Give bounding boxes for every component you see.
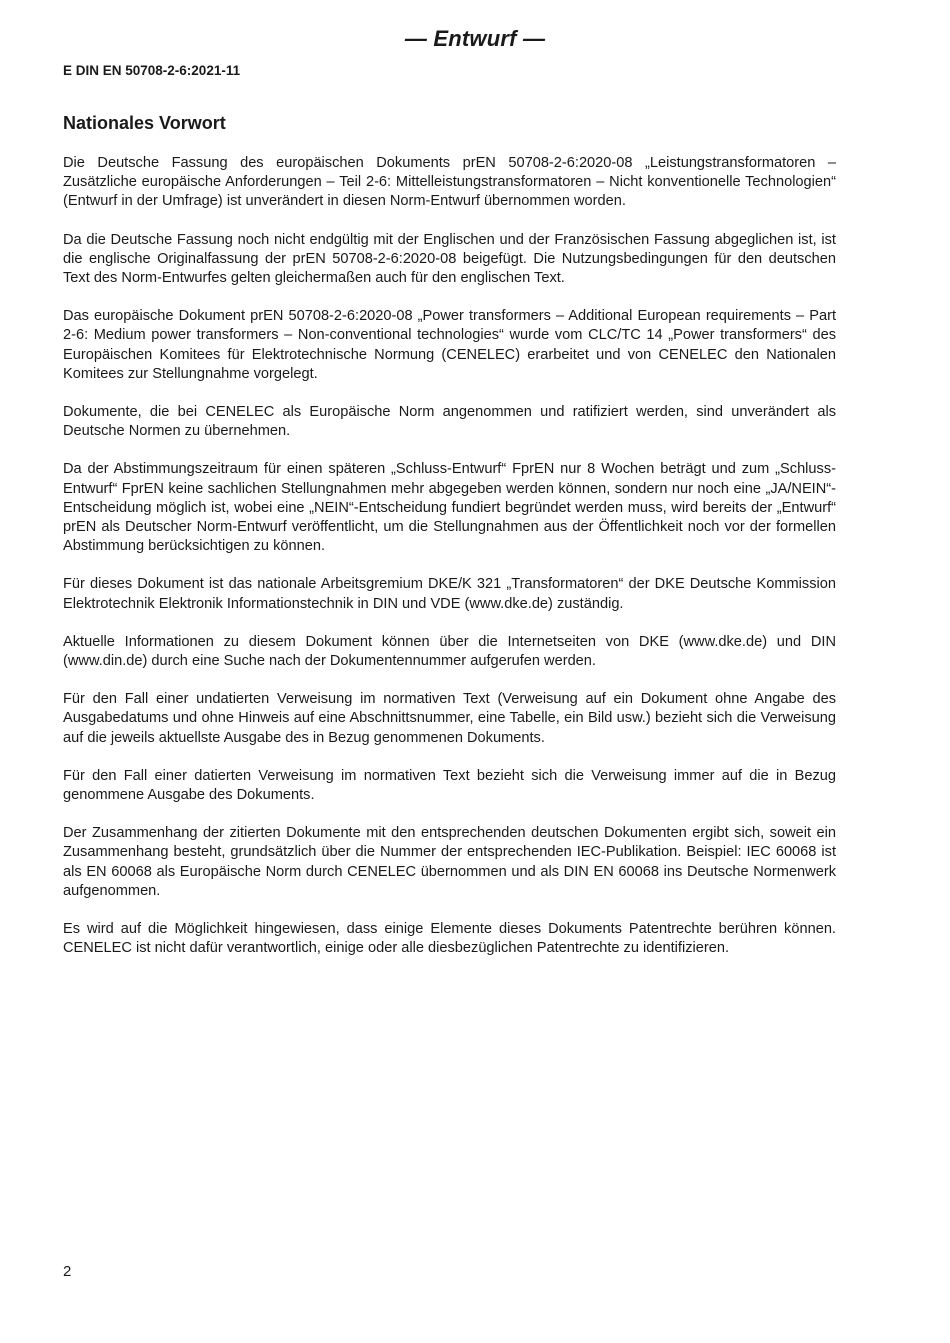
paragraph: Dokumente, die bei CENELEC als Europäische Norm angenommen und ratifiziert werden, sind unverändert als Deutsche Normen zu übernehmen. — [63, 404, 836, 440]
document-id: E DIN EN 50708-2-6:2021-11 — [63, 63, 241, 78]
page-number: 2 — [63, 1263, 72, 1280]
paragraph: Es wird auf die Möglichkeit hingewiesen, dass einige Elemente dieses Dokuments Patentrechte berühren können. CENELEC ist nicht dafür verantwortlich, einige oder alle diesbezüglichen Patentrechte zu identifizieren. — [63, 921, 836, 957]
paragraph: Der Zusammenhang der zitierten Dokumente mit den entsprechenden deutschen Dokumenten ergibt sich, soweit ein Zusammenhang besteht, grundsätzlich über die Nummer der entsprechenden IEC-Publikation. Beispiel: IEC 60068 ist als EN 60068 als Europäische Norm durch CENELEC übernommen und als DIN EN 60068 ins Deutsche Normenwerk aufgenommen. — [63, 825, 836, 899]
paragraph: Aktuelle Informationen zu diesem Dokument können über die Internetseiten von DKE (www.dke.de) und DIN (www.din.de) durch eine Suche nach der Dokumentennummer aufgerufen werden. — [63, 633, 836, 670]
paragraph: Für den Fall einer undatierten Verweisung im normativen Text (Verweisung auf ein Dokument ohne Angabe des Ausgabedatums und ohne Hinweis auf eine Abschnittsnummer, eine Tabelle, ein Bild usw.) bezieht sich die Verweisung auf die jeweils aktuellste Ausgabe des in Bezug genommenen Dokuments. — [63, 691, 836, 746]
draft-watermark: — Entwurf — — [404, 26, 546, 51]
paragraph: Das europäische Dokument prEN 50708-2-6:2020-08 „Power transformers – Additional European requirements – Part 2-6: Medium power transformers – Non-conventional technologies“ wurde vom CLC/TC 14 „Power transformers“ des Europäischen Komitees für Elektrotechnische Normung (CENELEC) erarbeitet und von CENELEC den Nationalen Komitees zur Stellungnahme vorgelegt. — [63, 308, 836, 382]
paragraph: Für den Fall einer datierten Verweisung im normativen Text bezieht sich die Verweisung immer auf die in Bezug genommene Ausgabe des Dokuments. — [63, 767, 836, 804]
paragraph: Da die Deutsche Fassung noch nicht endgültig mit der Englischen und der Französischen Fassung abgeglichen ist, ist die englische Originalfassung der prEN 50708-2-6:2020-08 beigefügt. Die Nutzungsbedingungen für den deutschen Text des Norm-Entwurfes gelten gleichermaßen auch für den englischen Text. — [63, 231, 836, 287]
paragraph: Für dieses Dokument ist das nationale Arbeitsgremium DKE/K 321 „Transformatoren“ der DKE Deutsche Kommission Elektrotechnik Elektronik Informationstechnik in DIN und VDE (www.dke.de) zuständig. — [63, 576, 836, 612]
section-title: Nationales Vorwort — [63, 113, 226, 133]
paragraph: Da der Abstimmungszeitraum für einen späteren „Schluss-Entwurf“ FprEN nur 8 Wochen beträgt und zum „Schluss-Entwurf“ FprEN keine sachlichen Stellungnahmen mehr abgegeben werden können, sondern nur noch eine „JA/NEIN“-Entscheidung möglich ist, wobei eine „NEIN“-Entscheidung fundiert begründet werden muss, wird bereits der „Entwurf“ prEN als Deutscher Norm-Entwurf veröffentlicht, um die Stellungnahmen aus der Öffentlichkeit noch vor der formellen Abstimmung berücksichtigen zu können. — [63, 461, 836, 555]
section-body — [63, 154, 836, 978]
paragraph: Die Deutsche Fassung des europäischen Dokuments prEN 50708-2-6:2020-08 „Leistungstransformatoren – Zusätzliche europäische Anforderungen – Teil 2-6: Mittelleistungstransformatoren – Nicht konventionelle Technologien“ (Entwurf in der Umfrage) ist unverändert in diesen Norm-Entwurf übernommen worden. — [63, 155, 836, 210]
